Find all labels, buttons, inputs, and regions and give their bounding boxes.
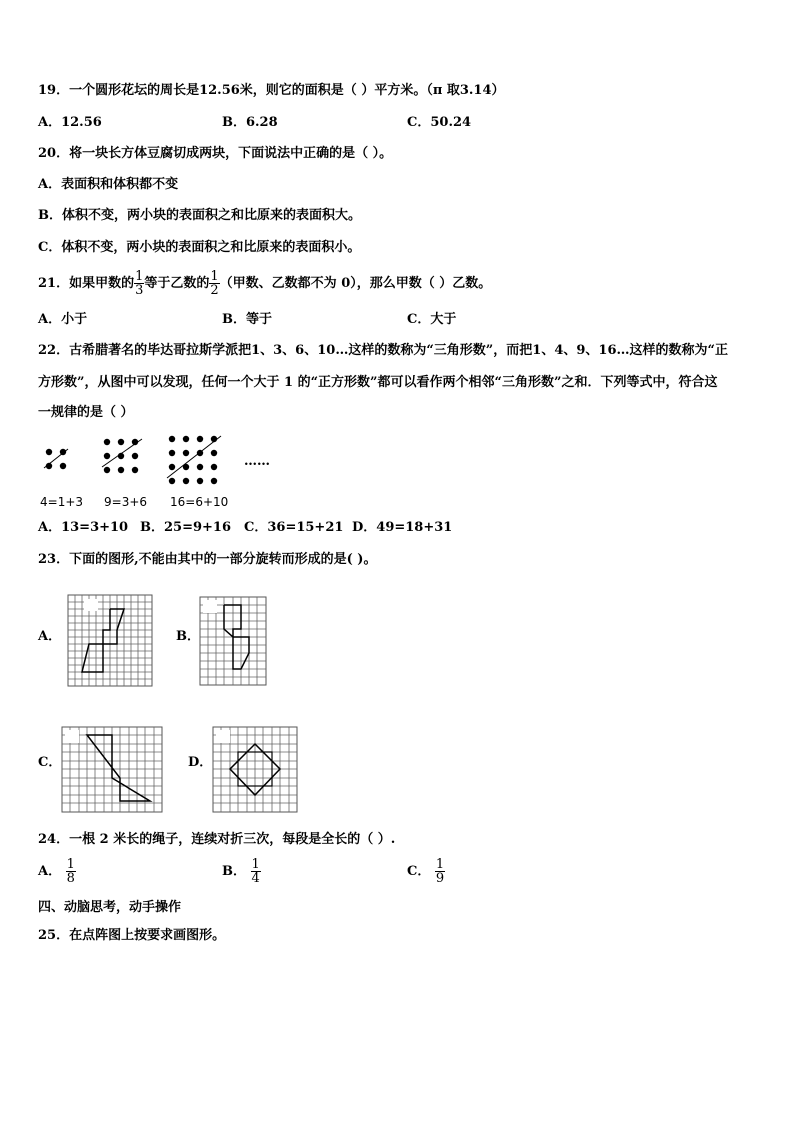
caption-nine: 9=3+6 [104, 495, 148, 509]
dot-figure-ellipsis: …… [244, 454, 270, 469]
q23-option-c-label[interactable]: C． [38, 755, 62, 770]
q21-stem [38, 270, 491, 297]
q19-option-b[interactable]: B．6.28 [222, 115, 278, 130]
grid-figure-b [200, 597, 266, 685]
q19-option-a[interactable]: A．12.56 [38, 115, 102, 130]
q24-option-a[interactable]: A． $\frac{1}{8}$ [38, 857, 75, 886]
q21-stem-part-b: 等于乙数的 [144, 276, 210, 291]
fraction-one-quarter: $\frac{1}{4}$ [251, 857, 260, 886]
q22-option-a[interactable]: A．13=3+10 [38, 520, 129, 535]
fraction-one-eighth: $\frac{1}{8}$ [66, 857, 75, 886]
q21-option-b[interactable]: B．等于 [222, 312, 272, 327]
grid-figure-a [68, 595, 152, 686]
q24-option-c[interactable]: C． $\frac{1}{9}$ [407, 857, 445, 886]
q25-stem: 25．在点阵图上按要求画图形。 [38, 928, 226, 943]
fraction-one-ninth: $\frac{1}{9}$ [435, 857, 445, 886]
q21-option-a[interactable]: A．小于 [38, 312, 88, 327]
q21-option-c[interactable]: C．大于 [407, 312, 457, 327]
q22-stem-line1: 22．古希腊著名的毕达哥拉斯学派把1、3、6、10…这样的数称为“三角形数”，而把1、4、9、16…这样的数称为“正 [38, 343, 728, 358]
q23-option-a-label[interactable]: A． [38, 629, 62, 644]
q21-fraction-one-third: $\frac{1}{3}$ [135, 269, 144, 298]
q19-option-c[interactable]: C．50.24 [407, 115, 472, 130]
q23-stem: 23．下面的图形,不能由其中的一部分旋转而形成的是( )。 [38, 552, 377, 567]
q23-option-b-label[interactable]: B． [176, 629, 200, 644]
q24-option-b[interactable]: B． $\frac{1}{4}$ [222, 857, 260, 886]
grid-figure-c [62, 727, 162, 812]
q24-stem: 24．一根 2 米长的绳子，连续对折三次，每段是全长的（ ）. [38, 832, 396, 847]
q21-stem-part-c: （甲数、乙数都不为 0），那么甲数（ ）乙数。 [219, 276, 492, 291]
q22-stem-line3: 一规律的是（ ） [38, 405, 134, 420]
q20-option-b[interactable]: B．体积不变，两小块的表面积之和比原来的表面积大。 [38, 208, 361, 223]
q20-option-a[interactable]: A．表面积和体积都不变 [38, 177, 179, 192]
q21-fraction-one-half: $\frac{1}{2}$ [210, 269, 219, 298]
section-four-heading: 四、动脑思考，动手操作 [38, 900, 182, 915]
q22-option-b[interactable]: B．25=9+16 [140, 520, 232, 535]
dot-figure-four [44, 448, 74, 472]
caption-four: 4=1+3 [40, 495, 84, 509]
dot-figure-nine [102, 437, 144, 479]
grid-figure-d [213, 727, 297, 812]
q22-option-d[interactable]: D．49=18+31 [352, 520, 453, 535]
q22-option-c[interactable]: C．36=15+21 [244, 520, 344, 535]
q20-option-c[interactable]: C．体积不变，两小块的表面积之和比原来的表面积小。 [38, 240, 361, 255]
q23-option-d-label[interactable]: D． [188, 755, 213, 770]
q20-stem: 20．将一块长方体豆腐切成两块，下面说法中正确的是（ ）。 [38, 146, 393, 161]
caption-sixteen: 16=6+10 [170, 495, 229, 509]
dot-figure-sixteen [167, 434, 223, 490]
q19-stem: 19．一个圆形花坛的周长是12.56米，则它的面积是（ ）平方米。（π 取3.14） [38, 83, 505, 98]
q21-stem-part-a: 21．如果甲数的 [38, 276, 135, 291]
q22-stem-line2: 方形数”，从图中可以发现，任何一个大于 1 的“正方形数”都可以看作两个相邻“三角形数”之和．下列等式中，符合这 [38, 375, 718, 390]
